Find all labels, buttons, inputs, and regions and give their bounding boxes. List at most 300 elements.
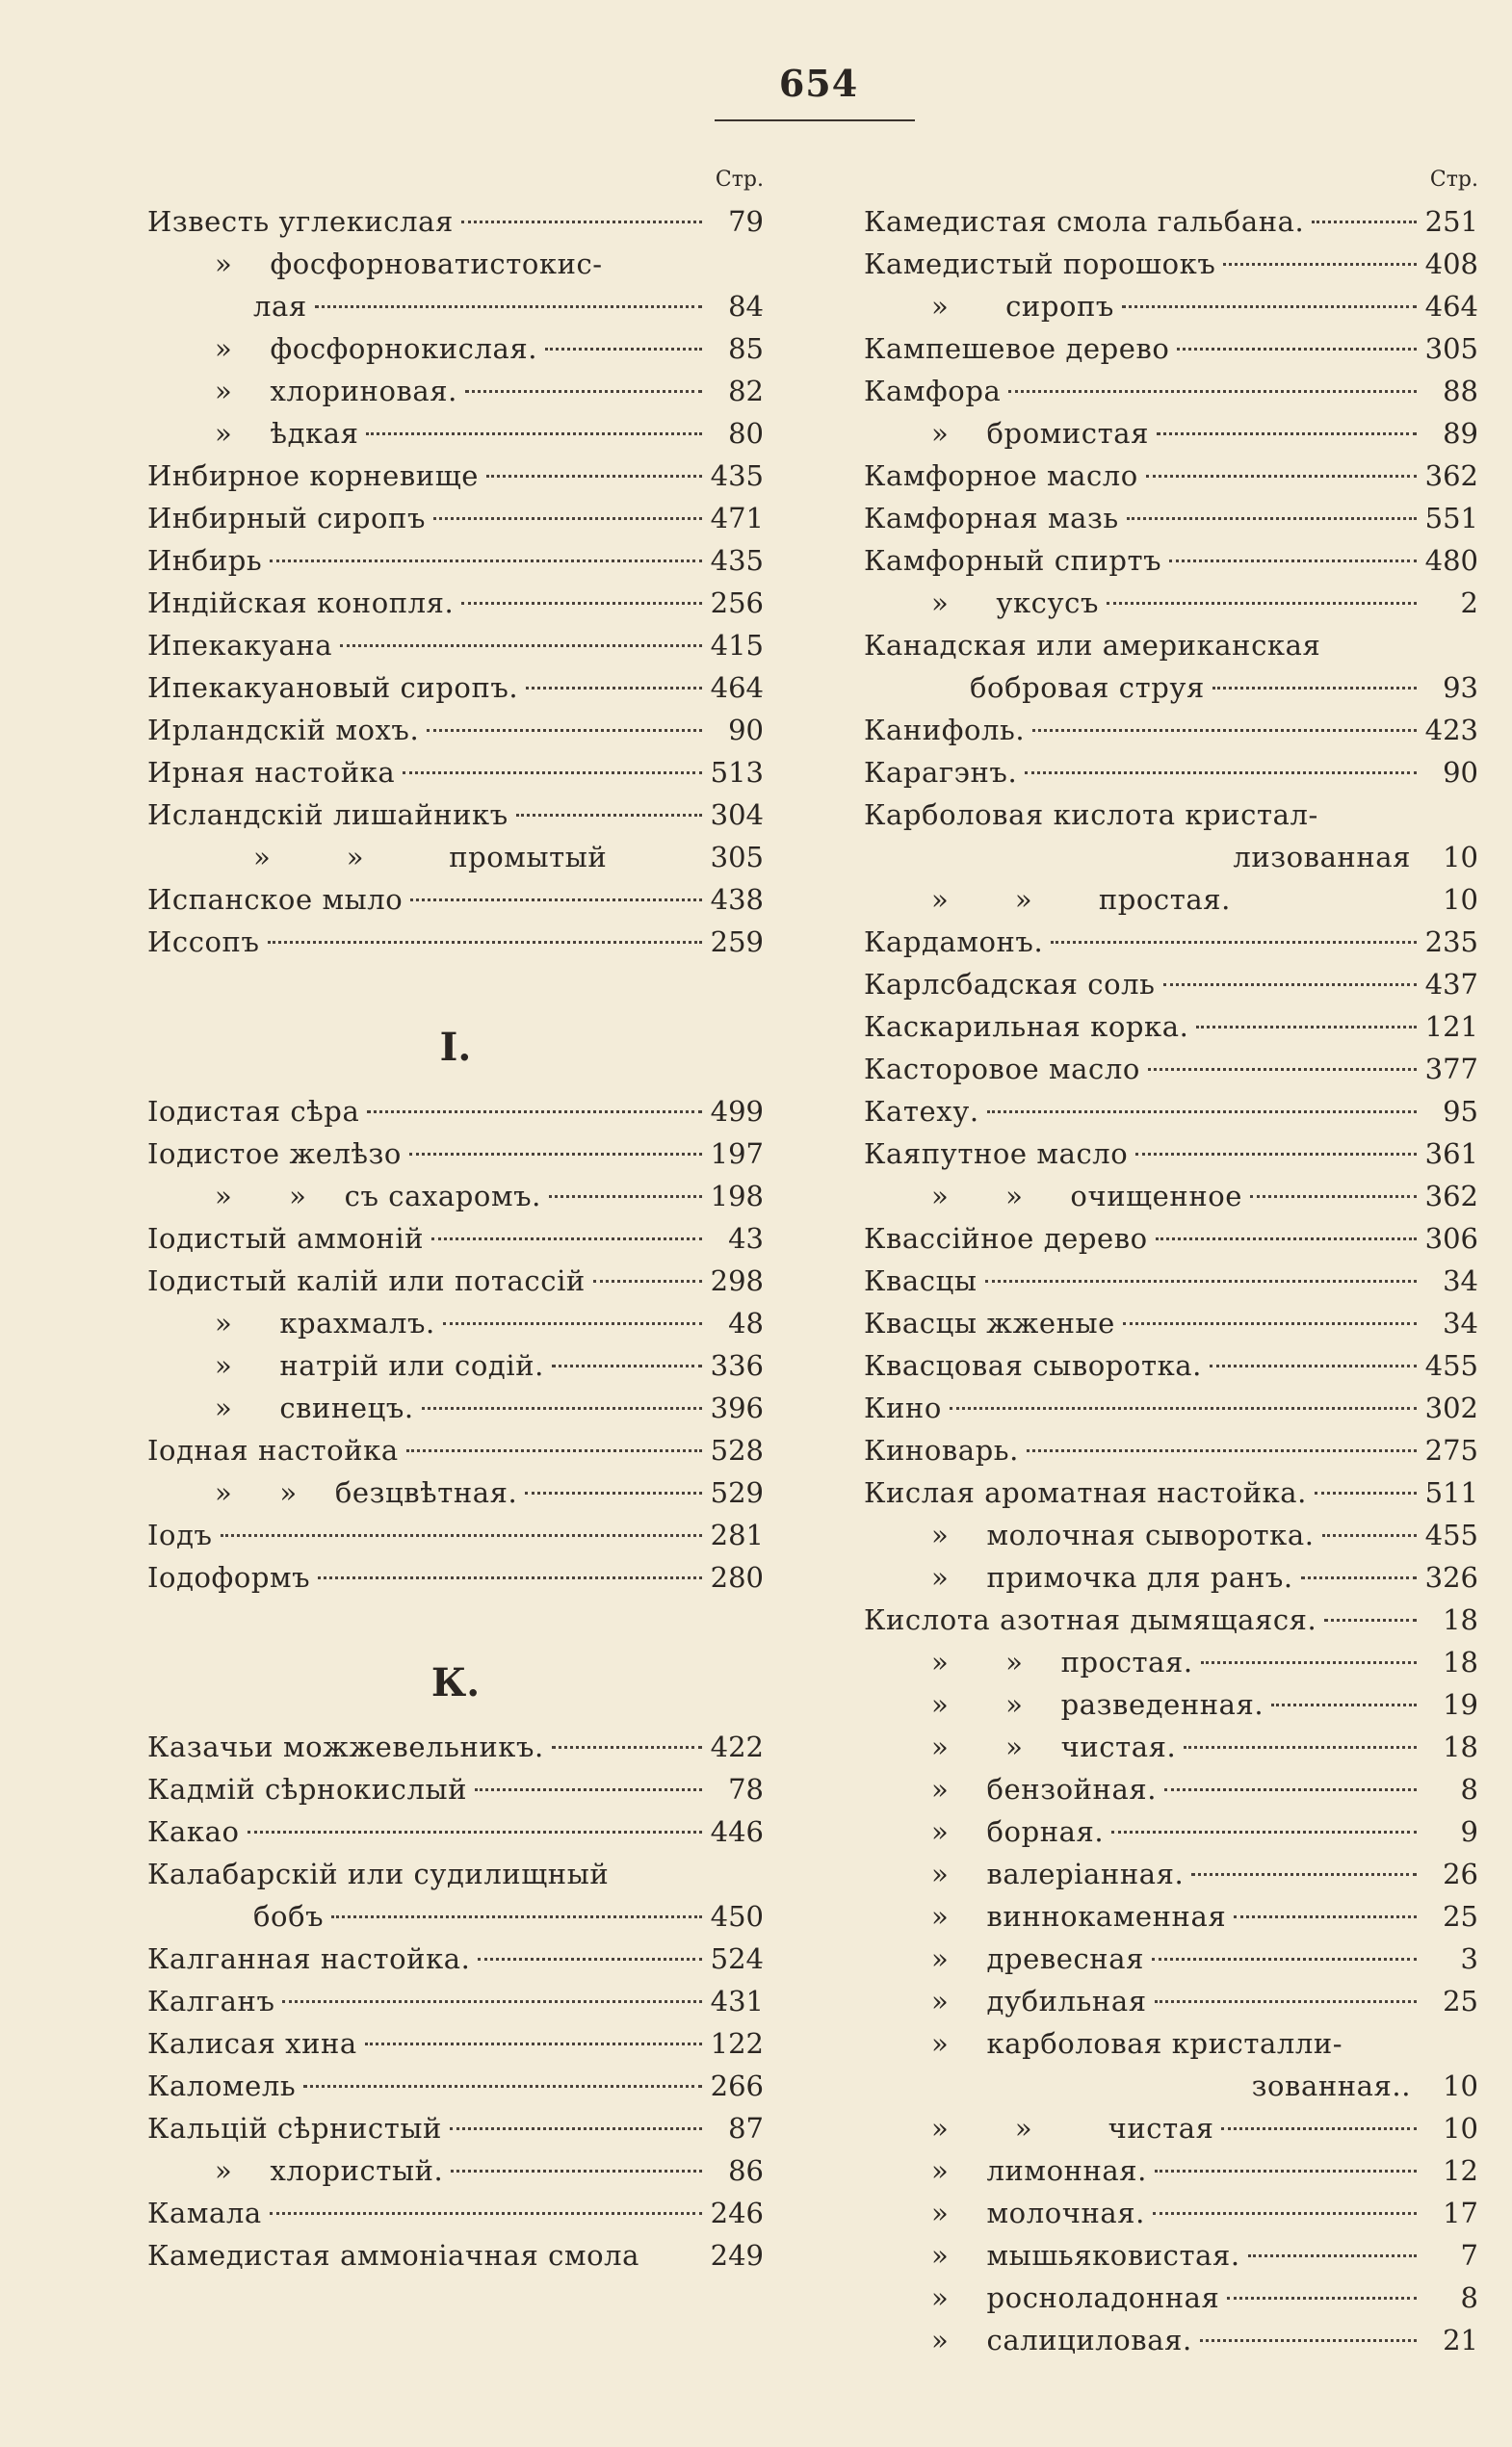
entry-page-number: 85 xyxy=(728,332,764,365)
entry-term: Калганная настойка. xyxy=(147,1942,471,1975)
entry-term: » » чистая xyxy=(931,2112,1214,2145)
leader-dots xyxy=(1324,1619,1417,1622)
entry-page-number: 121 xyxy=(1424,1010,1478,1043)
entry-page-number: 122 xyxy=(710,2027,764,2060)
index-block-i-dot xyxy=(147,1090,764,1599)
index-entry xyxy=(147,2065,764,2107)
entry-term: Камала xyxy=(147,2197,262,2229)
entry-term: » » очищенное xyxy=(931,1180,1243,1212)
index-entry xyxy=(864,200,1478,243)
index-entry xyxy=(864,1344,1478,1387)
leader-dots xyxy=(403,771,702,774)
entry-term: Квасцы жженые xyxy=(864,1307,1115,1340)
index-entry xyxy=(864,2277,1478,2319)
index-entry xyxy=(147,1471,764,1514)
entry-term: Казачьи можжевельникъ. xyxy=(147,1731,544,1763)
entry-term: » виннокаменная xyxy=(931,1900,1227,1933)
page-number: 654 xyxy=(778,62,859,105)
index-entry xyxy=(864,2319,1478,2361)
leader-dots xyxy=(486,475,702,478)
leader-dots xyxy=(1156,1237,1417,1240)
entry-term: » уксусъ xyxy=(931,586,1099,619)
entry-term: Канифоль. xyxy=(864,714,1026,746)
entry-page-number: 455 xyxy=(1424,1519,1478,1551)
entry-term: Камфорная мазь xyxy=(864,502,1119,534)
index-entry xyxy=(147,1344,764,1387)
index-entry xyxy=(864,666,1478,709)
entry-term: бобъ xyxy=(253,1900,325,1933)
leader-dots xyxy=(465,390,702,393)
index-entry xyxy=(864,1429,1478,1471)
entry-term: » натрій или содій. xyxy=(215,1349,544,1382)
entry-term: Калисая хина xyxy=(147,2027,357,2060)
entry-term: Калганъ xyxy=(147,1985,275,2017)
leader-dots xyxy=(545,348,702,351)
entry-term: бобровая струя xyxy=(970,671,1205,704)
entry-term: » сиропъ xyxy=(931,290,1114,323)
entry-page-number: 93 xyxy=(1443,671,1478,704)
entry-term: Іодная настойка xyxy=(147,1434,399,1467)
entry-page-number: 19 xyxy=(1443,1688,1478,1721)
leader-dots xyxy=(1223,263,1417,266)
leader-dots xyxy=(367,1110,702,1113)
entry-term: Камфора xyxy=(864,375,1002,407)
entry-term: Какао xyxy=(147,1815,240,1848)
spacer xyxy=(147,963,764,1005)
entry-page-number: 499 xyxy=(710,1095,764,1128)
entry-page-number: 305 xyxy=(710,841,764,873)
leader-dots xyxy=(1201,1661,1417,1664)
entry-term: лизованная xyxy=(1233,841,1411,873)
index-entry xyxy=(864,582,1478,624)
entry-page-number: 438 xyxy=(710,883,764,916)
leader-dots xyxy=(526,687,702,690)
index-entry xyxy=(864,1260,1478,1302)
entry-term: » бромистая xyxy=(931,417,1149,450)
index-entry xyxy=(147,1810,764,1853)
entry-term: Киноварь. xyxy=(864,1434,1019,1467)
entry-page-number: 21 xyxy=(1443,2324,1478,2356)
entry-page-number: 305 xyxy=(1424,332,1478,365)
entry-term: Катеху. xyxy=(864,1095,979,1128)
leader-dots xyxy=(1271,1704,1417,1706)
index-entry xyxy=(864,1556,1478,1599)
entry-term: Канадская или американская xyxy=(864,629,1321,662)
index-entry xyxy=(147,1132,764,1175)
leader-dots xyxy=(1169,560,1417,562)
leader-dots xyxy=(1155,2170,1417,2173)
entry-page-number: 408 xyxy=(1424,247,1478,280)
index-entry xyxy=(864,412,1478,455)
leader-dots xyxy=(270,2212,702,2215)
leader-dots xyxy=(950,1407,1417,1410)
leader-dots xyxy=(1210,1365,1417,1367)
entry-page-number: 306 xyxy=(1424,1222,1478,1255)
entry-term: » фосфорнокислая. xyxy=(215,332,538,365)
entry-page-number: 87 xyxy=(728,2112,764,2145)
entry-page-number: 8 xyxy=(1460,2281,1478,2314)
entry-page-number: 513 xyxy=(710,756,764,789)
leader-dots xyxy=(1184,1746,1417,1749)
entry-term: Инбирь xyxy=(147,544,263,577)
entry-page-number: 84 xyxy=(728,290,764,323)
entry-page-number: 10 xyxy=(1443,841,1478,873)
entry-term: » борная. xyxy=(931,1815,1105,1848)
entry-page-number: 86 xyxy=(728,2154,764,2187)
entry-term: Камфорное масло xyxy=(864,459,1138,492)
entry-term: Карлсбадская соль xyxy=(864,968,1156,1001)
leader-dots xyxy=(1212,687,1417,690)
index-entry xyxy=(147,539,764,582)
leader-dots xyxy=(1123,1322,1417,1325)
entry-page-number: 10 xyxy=(1443,2070,1478,2102)
leader-dots xyxy=(1107,602,1417,605)
entry-page-number: 12 xyxy=(1443,2154,1478,2187)
index-entry xyxy=(147,1768,764,1810)
leader-dots xyxy=(1250,1195,1417,1198)
index-entry xyxy=(864,2107,1478,2149)
entry-term: Калабарскій или судилищный xyxy=(147,1858,610,1890)
index-entry xyxy=(147,751,764,794)
entry-term: » » промытый xyxy=(253,841,608,873)
entry-term: Іодистая сѣра xyxy=(147,1095,360,1128)
entry-term: » карболовая кристалли- xyxy=(931,2027,1343,2060)
entry-term: Каломель xyxy=(147,2070,297,2102)
entry-term: Кислая ароматная настойка. xyxy=(864,1476,1307,1509)
entry-page-number: 396 xyxy=(710,1392,764,1424)
index-entry xyxy=(864,1895,1478,1938)
index-entry xyxy=(864,921,1478,963)
entry-page-number: 256 xyxy=(710,586,764,619)
entry-page-number: 275 xyxy=(1424,1434,1478,1467)
entry-page-number: 17 xyxy=(1443,2197,1478,2229)
page-ref-header: Стр. xyxy=(715,168,764,192)
entry-term: » хлориновая. xyxy=(215,375,457,407)
entry-page-number: 90 xyxy=(1443,756,1478,789)
entry-page-number: 79 xyxy=(728,205,764,238)
entry-term: Ипекакуана xyxy=(147,629,333,662)
index-entry xyxy=(864,1048,1478,1090)
entry-term: » молочная сыворотка. xyxy=(931,1519,1315,1551)
index-block-i xyxy=(147,200,764,963)
entry-page-number: 480 xyxy=(1424,544,1478,577)
leader-dots xyxy=(1312,221,1417,223)
section-heading-i: I. xyxy=(439,1025,472,1070)
entry-page-number: 95 xyxy=(1443,1095,1478,1128)
leader-dots xyxy=(1148,1068,1417,1071)
index-entry xyxy=(864,836,1478,878)
index-entry xyxy=(864,2149,1478,2192)
entry-page-number: 198 xyxy=(710,1180,764,1212)
index-entry xyxy=(147,200,764,243)
entry-page-number: 435 xyxy=(710,544,764,577)
entry-page-number: 415 xyxy=(710,629,764,662)
leader-dots xyxy=(433,517,702,520)
leader-dots xyxy=(1191,1873,1417,1876)
entry-term: » » безцвѣтная. xyxy=(215,1476,518,1509)
entry-term: » ѣдкая xyxy=(215,417,359,450)
entry-term: » лимонная. xyxy=(931,2154,1147,2187)
entry-page-number: 528 xyxy=(710,1434,764,1467)
index-entry xyxy=(864,539,1478,582)
entry-term: Кардамонъ. xyxy=(864,925,1044,958)
index-block-k xyxy=(147,1726,764,2277)
index-entry xyxy=(147,2149,764,2192)
leader-dots xyxy=(1227,2297,1417,2300)
index-entry xyxy=(147,1556,764,1599)
entry-term: Ипекакуановый сиропъ. xyxy=(147,671,519,704)
entry-page-number: 34 xyxy=(1443,1307,1478,1340)
entry-page-number: 435 xyxy=(710,459,764,492)
leader-dots xyxy=(1122,305,1417,308)
index-entry xyxy=(147,285,764,327)
index-entry xyxy=(864,878,1478,921)
index-entry xyxy=(147,1938,764,1980)
index-entry xyxy=(864,1810,1478,1853)
index-entry xyxy=(147,1853,764,1895)
index-entry xyxy=(864,1599,1478,1641)
leader-dots xyxy=(427,729,702,732)
leader-dots xyxy=(475,1788,702,1791)
entry-term: Іодистый калій или потассій xyxy=(147,1264,586,1297)
index-entry xyxy=(864,709,1478,751)
entry-term: » молочная. xyxy=(931,2197,1145,2229)
index-entry xyxy=(147,1260,764,1302)
leader-dots xyxy=(340,644,702,647)
entry-term: » » простая. xyxy=(931,1646,1193,1679)
entry-page-number: 18 xyxy=(1443,1646,1478,1679)
entry-page-number: 280 xyxy=(710,1561,764,1594)
leader-dots xyxy=(1155,2000,1417,2003)
entry-term: зованная.. xyxy=(1251,2070,1411,2102)
entry-term: Ирная настойка xyxy=(147,756,396,789)
entry-page-number: 361 xyxy=(1424,1137,1478,1170)
entry-term: Инбирное корневище xyxy=(147,459,479,492)
index-column-left xyxy=(147,164,764,2277)
index-entry xyxy=(864,1726,1478,1768)
entry-term: » свинецъ. xyxy=(215,1392,414,1424)
index-entry xyxy=(147,1387,764,1429)
entry-term: Инбирный сиропъ xyxy=(147,502,427,534)
leader-dots xyxy=(443,1322,702,1325)
entry-page-number: 326 xyxy=(1424,1561,1478,1594)
leader-dots xyxy=(1301,1576,1417,1579)
leader-dots xyxy=(431,1237,702,1240)
index-entry xyxy=(864,1302,1478,1344)
index-entry xyxy=(147,1980,764,2022)
leader-dots xyxy=(1027,1449,1417,1452)
leader-dots xyxy=(1221,2127,1417,2130)
index-entry xyxy=(147,370,764,412)
index-entry xyxy=(864,1980,1478,2022)
index-entry xyxy=(147,1895,764,1938)
leader-dots xyxy=(422,1407,702,1410)
index-entry xyxy=(864,1005,1478,1048)
index-entry xyxy=(147,582,764,624)
entry-term: Іодистое желѣзо xyxy=(147,1137,402,1170)
entry-term: » дубильная xyxy=(931,1985,1147,2017)
index-entry xyxy=(147,836,764,878)
index-entry xyxy=(147,1514,764,1556)
entry-term: лая xyxy=(253,290,307,323)
entry-term: Карболовая кислота кристал- xyxy=(864,798,1318,831)
entry-page-number: 266 xyxy=(710,2070,764,2102)
leader-dots xyxy=(221,1534,702,1537)
entry-page-number: 25 xyxy=(1443,1985,1478,2017)
leader-dots xyxy=(1177,348,1417,351)
leader-dots xyxy=(331,1915,702,1918)
entry-page-number: 362 xyxy=(1424,459,1478,492)
leader-dots xyxy=(410,898,702,901)
entry-page-number: 78 xyxy=(728,1773,764,1806)
index-entry xyxy=(147,1217,764,1260)
entry-page-number: 246 xyxy=(710,2197,764,2229)
entry-term: » салициловая. xyxy=(931,2324,1192,2356)
entry-term: Квасцовая сыворотка. xyxy=(864,1349,1202,1382)
leader-dots xyxy=(478,1958,702,1961)
entry-page-number: 455 xyxy=(1424,1349,1478,1382)
entry-term: Кислота азотная дымящаяся. xyxy=(864,1603,1317,1636)
index-entry xyxy=(864,327,1478,370)
leader-dots xyxy=(1127,517,1417,520)
index-entry xyxy=(147,2022,764,2065)
entry-page-number: 9 xyxy=(1460,1815,1478,1848)
spacer xyxy=(147,1599,764,1641)
entry-page-number: 464 xyxy=(1424,290,1478,323)
leader-dots xyxy=(552,1365,702,1367)
entry-term: Исландскій лишайникъ xyxy=(147,798,508,831)
entry-page-number: 423 xyxy=(1424,714,1478,746)
index-entry xyxy=(864,624,1478,666)
index-entry xyxy=(864,1090,1478,1132)
index-entry xyxy=(147,2107,764,2149)
entry-page-number: 336 xyxy=(710,1349,764,1382)
entry-term: Іодъ xyxy=(147,1519,213,1551)
index-entry xyxy=(864,963,1478,1005)
entry-term: Камедистая смола гальбана. xyxy=(864,205,1305,238)
entry-page-number: 511 xyxy=(1424,1476,1478,1509)
leader-dots xyxy=(1025,771,1417,774)
index-entry xyxy=(147,666,764,709)
index-entry xyxy=(864,2065,1478,2107)
leader-dots xyxy=(525,1492,702,1495)
entry-page-number: 304 xyxy=(710,798,764,831)
leader-dots xyxy=(1196,1026,1417,1028)
section-heading-k: К. xyxy=(430,1660,481,1705)
index-entry xyxy=(147,455,764,497)
leader-dots xyxy=(282,2000,702,2003)
entry-term: Испанское мыло xyxy=(147,883,404,916)
index-entry xyxy=(864,370,1478,412)
entry-term: » » съ сахаромъ. xyxy=(215,1180,541,1212)
entry-term: » хлористый. xyxy=(215,2154,444,2187)
entry-page-number: 34 xyxy=(1443,1264,1478,1297)
index-entry xyxy=(864,285,1478,327)
entry-page-number: 88 xyxy=(1443,375,1478,407)
index-column-right xyxy=(864,164,1478,2361)
leader-dots xyxy=(303,2085,702,2088)
entry-page-number: 362 xyxy=(1424,1180,1478,1212)
entry-page-number: 90 xyxy=(728,714,764,746)
leader-dots xyxy=(1322,1534,1417,1537)
index-entry xyxy=(147,412,764,455)
leader-dots xyxy=(270,560,702,562)
leader-dots xyxy=(450,2127,702,2130)
index-entry xyxy=(864,1217,1478,1260)
leader-dots xyxy=(552,1746,702,1749)
entry-term: » » разведенная. xyxy=(931,1688,1264,1721)
leader-dots xyxy=(406,1449,702,1452)
index-entry xyxy=(147,1090,764,1132)
entry-term: » валеріанная. xyxy=(931,1858,1185,1890)
entry-term: » » чистая. xyxy=(931,1731,1177,1763)
leader-dots xyxy=(1153,2212,1417,2215)
entry-page-number: 377 xyxy=(1424,1053,1478,1085)
leader-dots xyxy=(315,305,702,308)
entry-term: Касторовое масло xyxy=(864,1053,1140,1085)
leader-dots xyxy=(248,1831,702,1834)
index-entry xyxy=(147,2234,764,2277)
index-entry xyxy=(147,878,764,921)
entry-term: Иссопъ xyxy=(147,925,260,958)
entry-term: » примочка для ранъ. xyxy=(931,1561,1293,1594)
entry-page-number: 450 xyxy=(710,1900,764,1933)
entry-page-number: 529 xyxy=(710,1476,764,1509)
leader-dots xyxy=(366,432,702,435)
index-entry xyxy=(147,243,764,285)
entry-page-number: 464 xyxy=(710,671,764,704)
entry-term: Индійская конопля. xyxy=(147,586,455,619)
entry-page-number: 235 xyxy=(1424,925,1478,958)
index-entry xyxy=(147,497,764,539)
entry-term: Кальцій сѣрнистый xyxy=(147,2112,442,2145)
leader-dots xyxy=(987,1110,1417,1113)
page-ref-header: Стр. xyxy=(1429,168,1478,192)
entry-term: Кадмій сѣрнокислый xyxy=(147,1773,468,1806)
entry-page-number: 7 xyxy=(1460,2239,1478,2272)
leader-dots xyxy=(1135,1153,1417,1156)
leader-dots xyxy=(1157,432,1417,435)
leader-dots xyxy=(365,2043,702,2045)
leader-dots xyxy=(1200,2339,1417,2342)
index-entry xyxy=(147,1726,764,1768)
leader-dots xyxy=(1163,983,1417,986)
entry-page-number: 249 xyxy=(710,2239,764,2272)
leader-dots xyxy=(1315,1492,1417,1495)
entry-page-number: 298 xyxy=(710,1264,764,1297)
index-entry xyxy=(864,2022,1478,2065)
index-entry xyxy=(864,1514,1478,1556)
entry-page-number: 82 xyxy=(728,375,764,407)
entry-page-number: 251 xyxy=(1424,205,1478,238)
leader-dots xyxy=(461,221,702,223)
index-entry xyxy=(864,2192,1478,2234)
entry-page-number: 281 xyxy=(710,1519,764,1551)
index-entry xyxy=(147,624,764,666)
entry-term: Камфорный спиртъ xyxy=(864,544,1162,577)
entry-term: Кампешевое дерево xyxy=(864,332,1170,365)
index-entry xyxy=(864,1132,1478,1175)
entry-term: Каскарильная корка. xyxy=(864,1010,1189,1043)
entry-term: » фосфорноватистокис- xyxy=(215,247,603,280)
entry-term: » мышьяковистая. xyxy=(931,2239,1240,2272)
entry-page-number: 422 xyxy=(710,1731,764,1763)
entry-page-number: 26 xyxy=(1443,1858,1478,1890)
entry-term: Квасцы xyxy=(864,1264,978,1297)
entry-page-number: 3 xyxy=(1460,1942,1478,1975)
entry-term: Кино xyxy=(864,1392,942,1424)
index-entry xyxy=(147,794,764,836)
